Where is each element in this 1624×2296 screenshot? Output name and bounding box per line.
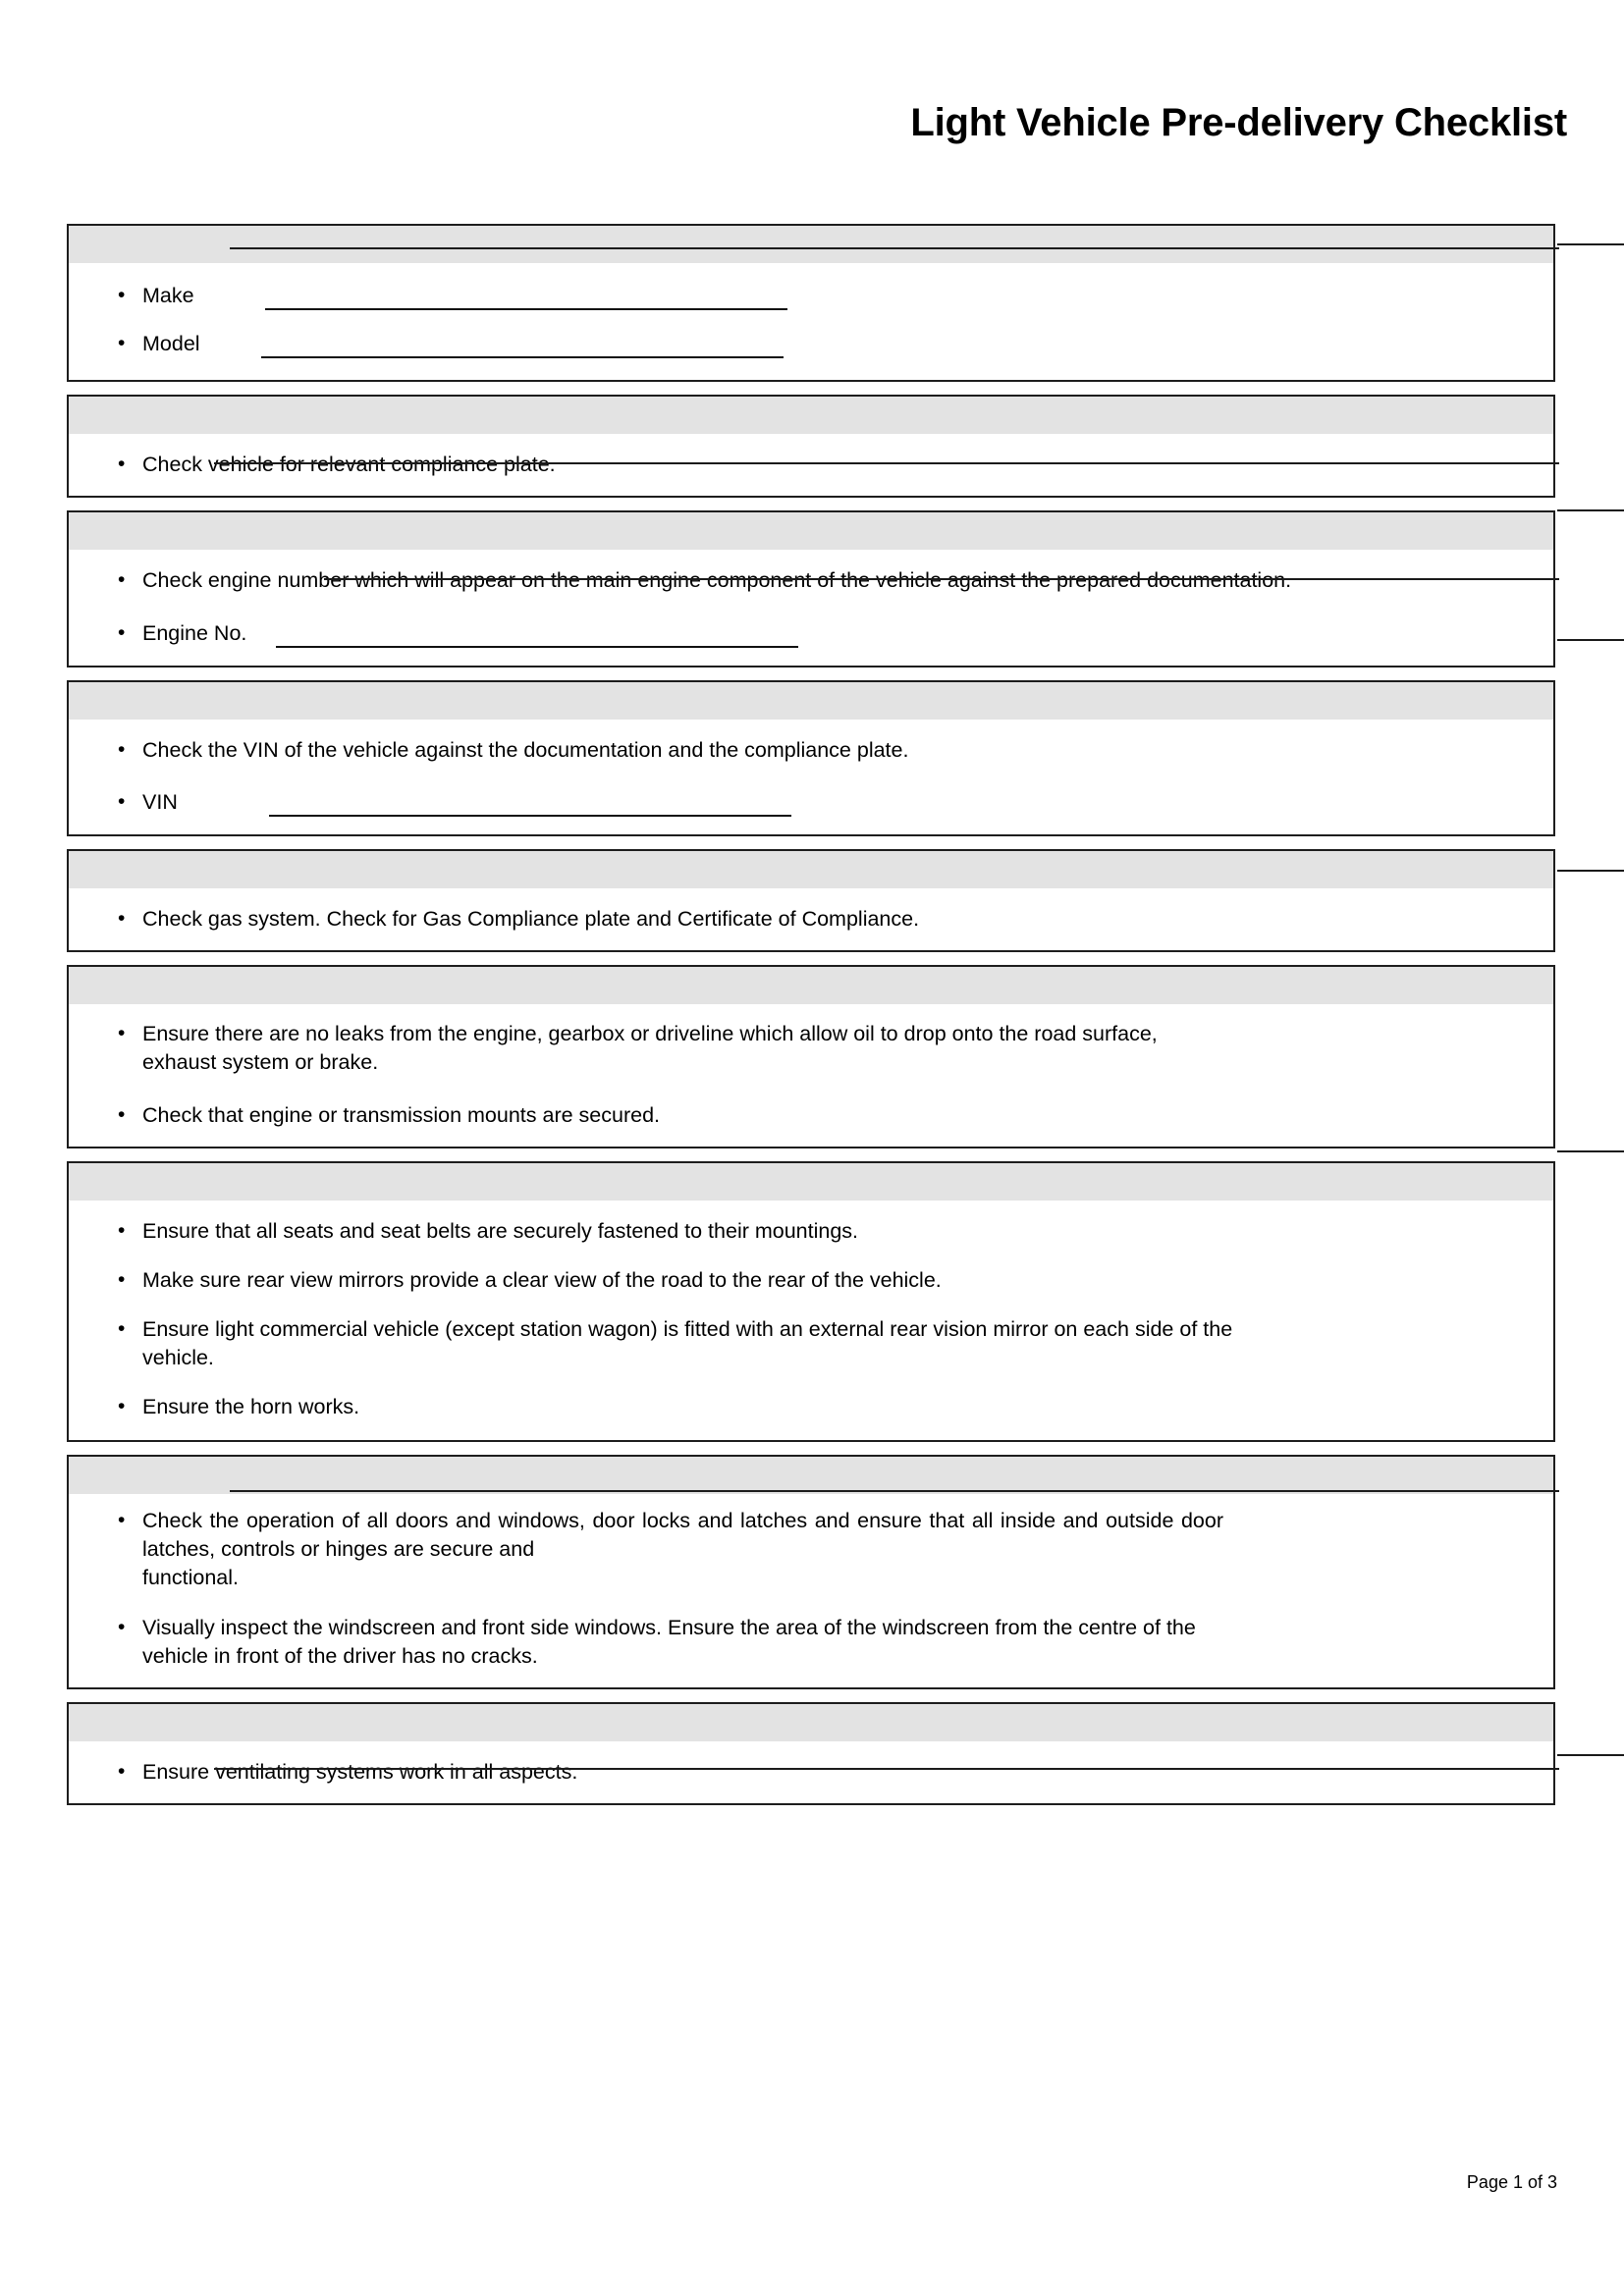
section-header-vin: [69, 682, 1553, 720]
field-input-model[interactable]: [261, 335, 784, 358]
list-item-body: Check the operation of all doors and windows, door locks and latches and ensure that all inside and outside door latches, controls or hinges are secure and: [142, 1509, 1223, 1561]
section-seats-mirrors-horn: [67, 1161, 1555, 1442]
list-item-text: Ensure light commercial vehicle (except station wagon) is fitted with an external rear vision mirror on each side of the vehicle.: [142, 1317, 1233, 1369]
checklist-table: [67, 224, 1555, 1818]
list-item-text: Check the VIN of the vehicle against the documentation and the compliance plate.: [142, 738, 909, 762]
list-item-lastline: functional.: [142, 1566, 240, 1589]
list-item: [94, 1315, 1528, 1372]
section-doors-windows-windscreen: [67, 1455, 1555, 1689]
field-model: [94, 330, 1528, 358]
list-item-text: Check that engine or transmission mounts are secured.: [142, 1103, 661, 1127]
checklist-items: [94, 1217, 1528, 1421]
section-body-seats-mirrors-horn: [69, 1201, 1553, 1440]
field-label-make: • Make: [142, 284, 194, 307]
list-item: [94, 905, 1528, 934]
section-header-engine-number: [69, 512, 1553, 550]
section-header-ventilation: [69, 1704, 1553, 1741]
checklist-items: [94, 1020, 1528, 1130]
list-item: [94, 1217, 1528, 1246]
checklist-items: [94, 566, 1528, 648]
bleed-rule-line: [1557, 1754, 1624, 1756]
field-input-make[interactable]: [265, 287, 787, 310]
field-vin: [94, 788, 1528, 817]
section-vin: [67, 680, 1555, 836]
list-item-text: Ensure that all seats and seat belts are securely fastened to their mountings.: [142, 1219, 859, 1243]
section-body-ventilation: [69, 1741, 1553, 1803]
section-engine-number: [67, 510, 1555, 667]
list-item-text: Ensure ventilating systems work in all aspects.: [142, 1760, 578, 1784]
list-item: [94, 736, 1528, 765]
list-item: [94, 1393, 1528, 1421]
section-body-gas-system: [69, 888, 1553, 950]
list-item-text: [142, 1507, 1223, 1592]
bleed-rule-line: [1557, 870, 1624, 872]
page-title: Light Vehicle Pre-delivery Checklist: [910, 101, 1567, 144]
section-body-leaks-and-mounts: [69, 1004, 1553, 1147]
checklist-items: [94, 1507, 1528, 1671]
bleed-rule-line: [1557, 639, 1624, 641]
checklist-items: [94, 451, 1528, 479]
bleed-rule-line: [1557, 243, 1624, 245]
section-header-leaks-and-mounts: [69, 967, 1553, 1004]
field-list: [94, 282, 1528, 358]
field-label-model: • Model: [142, 332, 200, 355]
section-body-vin: [69, 720, 1553, 834]
checklist-items: [94, 736, 1528, 817]
section-header-doors-windows-windscreen: [69, 1457, 1553, 1494]
section-header-gas-system: [69, 851, 1553, 888]
list-item-text: Check gas system. Check for Gas Compliance plate and Certificate of Compliance.: [142, 907, 920, 931]
list-item: [94, 1758, 1528, 1787]
section-leaks-and-mounts: [67, 965, 1555, 1148]
field-input-vin[interactable]: [269, 793, 791, 817]
section-body-compliance-plate: [69, 434, 1553, 496]
list-item-text: Ensure there are no leaks from the engine, gearbox or driveline which allow oil to drop onto the road surface, exhaust system or brake.: [142, 1022, 1158, 1074]
field-engine-no: [94, 619, 1528, 648]
list-item: [94, 1507, 1528, 1592]
section-header-vehicle-identification: [69, 226, 1553, 263]
header-rule-line: [230, 1490, 1559, 1492]
bleed-rule-line: [1557, 509, 1624, 511]
list-item: [94, 451, 1528, 479]
list-item-text: Ensure the horn works.: [142, 1395, 360, 1418]
field-input-engine-no[interactable]: [276, 624, 798, 648]
section-body-vehicle-identification: [69, 263, 1553, 380]
list-item-body: Visually inspect the windscreen and front side windows. Ensure the area of the: [142, 1616, 877, 1639]
list-item-text: [142, 1616, 1196, 1668]
field-label-engine-no: • Engine No.: [142, 621, 247, 645]
section-body-doors-windows-windscreen: [69, 1494, 1553, 1687]
section-body-engine-number: [69, 550, 1553, 666]
section-header-seats-mirrors-horn: [69, 1163, 1553, 1201]
field-label-vin: • VIN: [142, 790, 178, 814]
list-item: [94, 1266, 1528, 1295]
list-item: [94, 566, 1528, 595]
list-item-text: Make sure rear view mirrors provide a clear view of the road to the rear of the vehicle.: [142, 1268, 942, 1292]
checklist-items: [94, 1758, 1528, 1787]
list-item-text: Check engine number which will appear on the main engine component of the vehicle against the prepared documentation.: [142, 568, 1292, 592]
list-item: [94, 1020, 1528, 1077]
list-item: [94, 1614, 1528, 1671]
section-ventilation: [67, 1702, 1555, 1805]
section-header-compliance-plate: [69, 397, 1553, 434]
field-make: [94, 282, 1528, 310]
section-gas-system: [67, 849, 1555, 952]
checklist-items: [94, 905, 1528, 934]
list-item-text: Check vehicle for relevant compliance plate.: [142, 453, 556, 476]
list-item: [94, 1101, 1528, 1130]
bleed-rule-line: [1557, 1150, 1624, 1152]
header-rule-line: [230, 247, 1559, 249]
page-footer: Page 1 of 3: [1466, 2172, 1557, 2192]
section-vehicle-identification: [67, 224, 1555, 382]
section-compliance-plate: [67, 395, 1555, 498]
list-item-lastline: windscreen from the centre of the vehicle in front of the driver has no cracks.: [142, 1616, 1196, 1668]
